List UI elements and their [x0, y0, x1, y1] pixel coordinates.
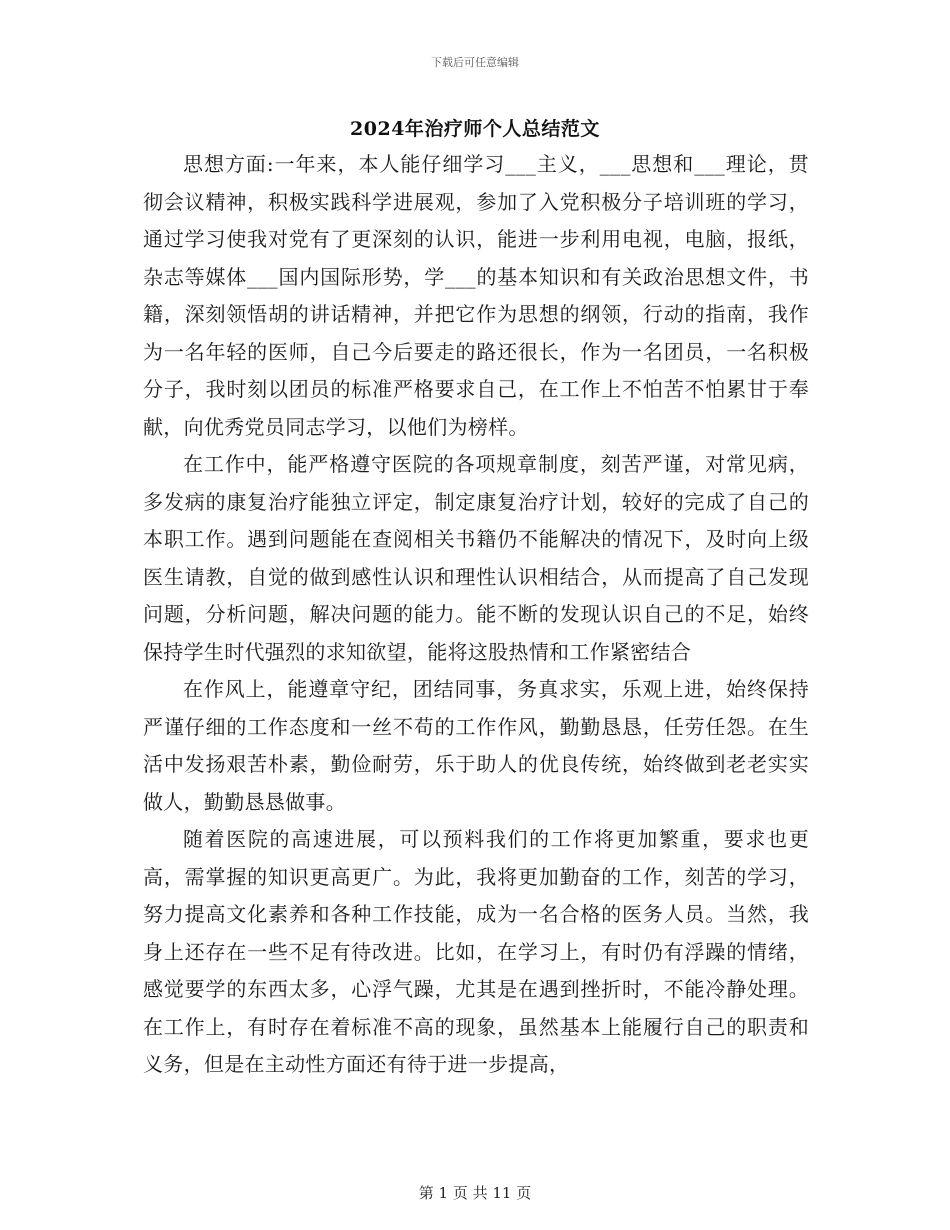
document-body — [143, 146, 809, 1084]
paragraph-thought: 思想方面:一年来，本人能仔细学习___主义，___思想和___理论，贯彻会议精神，积极实践科学进展观，参加了入党积极分子培训班的学习，通过学习使我对党有了更深刻的认识，能进一步利用电视，电脑，报纸，杂志等媒体___国内国际形势，学___的基本知识和有关政治思想文件，书籍，深刻领悟胡的讲话精神，并把它作为思想的纲领，行动的指南，我作为一名年轻的医师，自己今后要走的路还很长，作为一名团员，一名积极分子，我时刻以团员的标准严格要求自己，在工作上不怕苦不怕累甘于奉献，向优秀党员同志学习，以他们为榜样。 — [143, 152, 809, 439]
document-title: 2024年治疗师个人总结范文 — [350, 118, 600, 140]
page-header-note: 下载后可任意编辑 — [431, 56, 519, 69]
paragraph-style: 在作风上，能遵章守纪，团结同事，务真求实，乐观上进，始终保持严谨仔细的工作态度和一丝不苟的工作作风，勤勤恳恳，任劳任怨。在生活中发扬艰苦朴素，勤俭耐劳，乐于助人的优良传统，始终做到老老实实做人，勤勤恳恳做事。 — [143, 677, 809, 814]
page-number: 第 1 页 共 11 页 — [418, 1184, 532, 1202]
paragraph-outlook: 随着医院的高速进展，可以预料我们的工作将更加繁重，要求也更高，需掌握的知识更高更广。为此，我将更加勤奋的工作，刻苦的学习，努力提高文化素养和各种工作技能，成为一名合格的医务人员。当然，我身上还存在一些不足有待改进。比如，在学习上，有时仍有浮躁的情绪，感觉要学的东西太多，心浮气躁，尤其是在遇到挫折时，不能冷静处理。在工作上，有时存在着标准不高的现象，虽然基本上能履行自己的职责和义务，但是在主动性方面还有待于进一步提高， — [143, 827, 809, 1076]
paragraph-work: 在工作中，能严格遵守医院的各项规章制度，刻苦严谨，对常见病，多发病的康复治疗能独立评定，制定康复治疗计划，较好的完成了自己的本职工作。遇到问题能在查阅相关书籍仍不能解决的情况下，及时向上级医生请教，自觉的做到感性认识和理性认识相结合，从而提高了自己发现问题，分析问题，解决问题的能力。能不断的发现认识自己的不足，始终保持学生时代强烈的求知欲望，能将这股热情和工作紧密结合 — [143, 452, 809, 664]
